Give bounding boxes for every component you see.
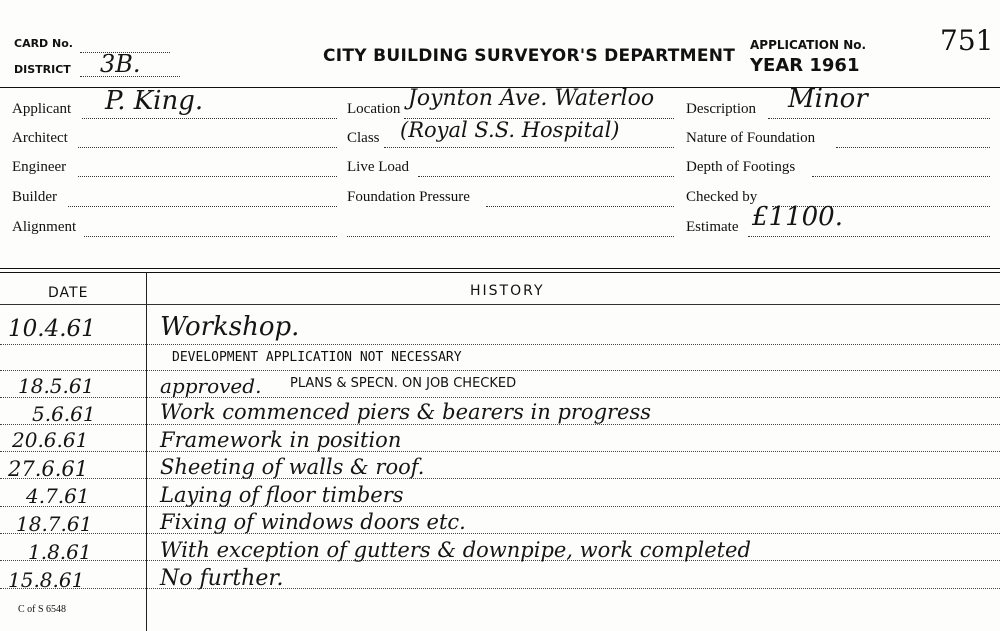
year-label: YEAR 1961 [750,55,860,76]
history-text: Sheeting of walls & roof. [160,455,425,479]
engineer-label: Engineer [12,159,67,175]
applicant-label: Applicant [12,101,72,117]
department-title: CITY BUILDING SURVEYOR'S DEPARTMENT [323,46,736,66]
history-text: With exception of gutters & downpipe, work completed [160,538,751,562]
history-date: 15.8.61 [8,568,85,592]
history-date: 5.6.61 [32,402,96,426]
architect-label: Architect [12,130,68,146]
builder-label: Builder [12,189,57,205]
history-stamp: DEVELOPMENT APPLICATION NOT NECESSARY [172,350,462,365]
alignment-label: Alignment [12,219,77,235]
history-date: 18.7.61 [16,512,93,536]
class-value: (Royal S.S. Hospital) [400,118,620,142]
form-code: C of S 6548 [18,604,67,615]
description-label: Description [686,101,756,117]
location-value: Joynton Ave. Waterloo [408,86,655,111]
district-value: 3B. [100,50,141,78]
history-date: 1.8.61 [28,540,92,564]
district-label: DISTRICT [14,63,71,76]
history-date: 20.6.61 [12,428,89,452]
class-label: Class [347,130,380,146]
application-label: APPLICATION No. [750,38,867,52]
history-date: 27.6.61 [8,457,89,481]
estimate-label: Estimate [686,219,739,235]
history-stamp: PLANS & SPECN. ON JOB CHECKED [290,376,517,391]
history-date: 18.5.61 [18,374,95,398]
description-value: Minor [788,84,868,114]
applicant-value: P. King. [105,86,204,116]
card-no-label: CARD No. [14,37,73,50]
history-header: HISTORY [470,283,545,299]
history-text: Framework in position [160,428,402,452]
application-number: 751 [940,24,994,57]
history-top-rule [0,268,1000,269]
history-text: Fixing of windows doors etc. [160,510,466,534]
history-text: Workshop. [160,312,300,342]
date-header: DATE [48,285,89,301]
foundation-pressure-label: Foundation Pressure [347,189,470,205]
history-date: 4.7.61 [26,484,90,508]
nature-of-foundation-label: Nature of Foundation [686,130,816,146]
history-text: Work commenced piers & bearers in progress [160,400,652,424]
history-date: 10.4.61 [8,316,96,342]
live-load-label: Live Load [347,159,410,175]
location-label: Location [347,101,401,117]
history-text: No further. [160,566,284,591]
depth-of-footings-label: Depth of Footings [686,159,796,175]
estimate-value: £1100. [752,202,843,232]
history-text: Laying of floor timbers [160,483,404,507]
history-text: approved. [160,374,262,398]
checked-by-label: Checked by [686,189,758,205]
